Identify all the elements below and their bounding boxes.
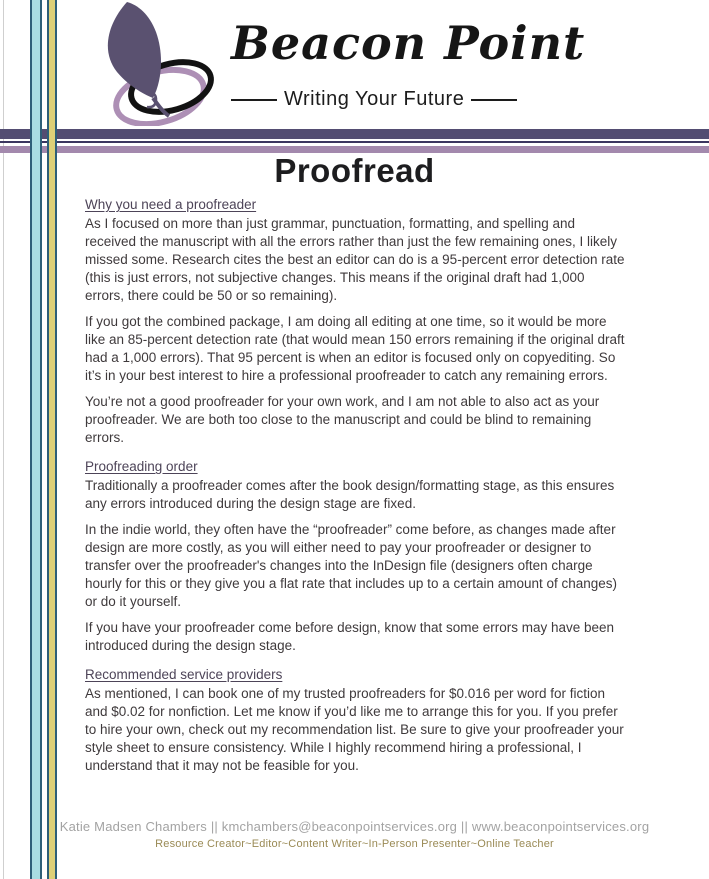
page-footer [0,819,709,850]
paragraph: As I focused on more than just grammar, punctuation, formatting, and spelling and received the manuscript with all the errors rather than just the few remaining ones, I likely missed some. Research cites the best an editor can do is a 95-percent error detection rate (this is just errors, not subjective changes. This means if the original draft had 1,000 errors, there could be 50 or so remaining). [85,216,625,303]
left-stripe-blue [30,0,42,879]
logo-brand-text: Beacon Point [231,16,586,70]
header-band-rule [0,141,709,143]
logo-tagline-text: Writing Your Future [284,88,465,110]
tagline-rule-right [471,99,517,101]
section-heading-recommended-service-providers: Recommended service providers [85,667,283,682]
document-body [85,197,625,783]
page-title: Proofread [274,152,435,189]
paragraph: In the indie world, they often have the “proofreader” come before, as changes made after design are more costly, as you will either need to pay your proofreader or designer to transfer over the proofreader's changes into the InDesign file (designers often charge hourly for this or they give you a flat rate that includes up to a certain amount of changes) or do it yourself. [85,522,618,609]
paragraph: Traditionally a proofreader comes after the book design/formatting stage, as this ensures any errors introduced during the design stage are fixed. [85,478,615,511]
left-stripe-yellow [47,0,57,879]
paragraph: If you have your proofreader come before design, know that some errors may have been introduced during the design stage. [85,620,615,653]
footer-contact-line: Katie Madsen Chambers || kmchambers@beaconpointservices.org || www.beaconpointservices.org [59,819,650,834]
logo-tagline [231,88,517,111]
paragraph: As mentioned, I can book one of my trusted proofreaders for $0.016 per word for fiction and $0.02 for nonfiction. Let me know if you’d like me to arrange this for you. If you prefer to hire your own, check out my recommendation list. Be sure to give your proofreader your style sheet to ensure consistency. While I highly recommend hiring a professional, I understand that it may not be feasible for you. [85,686,624,773]
quill-feather-icon [103,2,223,126]
section-heading-proofreading-order: Proofreading order [85,459,198,474]
tagline-rule-left [231,99,277,101]
footer-roles-line: Resource Creator~Editor~Content Writer~In-Person Presenter~Online Teacher [155,838,554,850]
paragraph: If you got the combined package, I am doing all editing at one time, so it would be more like an 85-percent detection rate (that would mean 150 errors remaining if the original draft had a 1,000 errors). That 95 percent is when an editor is focused only on copyediting. So it’s in your best interest to hire a professional proofreader to catch any remaining errors. [85,314,625,383]
header-band-dark [0,129,709,139]
paragraph: You’re not a good proofreader for your own work, and I am not able to also act as your proofreader. We are both too close to the manuscript and could be blind to remaining errors. [85,394,600,445]
beacon-point-logo [103,0,586,126]
section-heading-why-you-need-a-proofreader: Why you need a proofreader [85,197,257,212]
